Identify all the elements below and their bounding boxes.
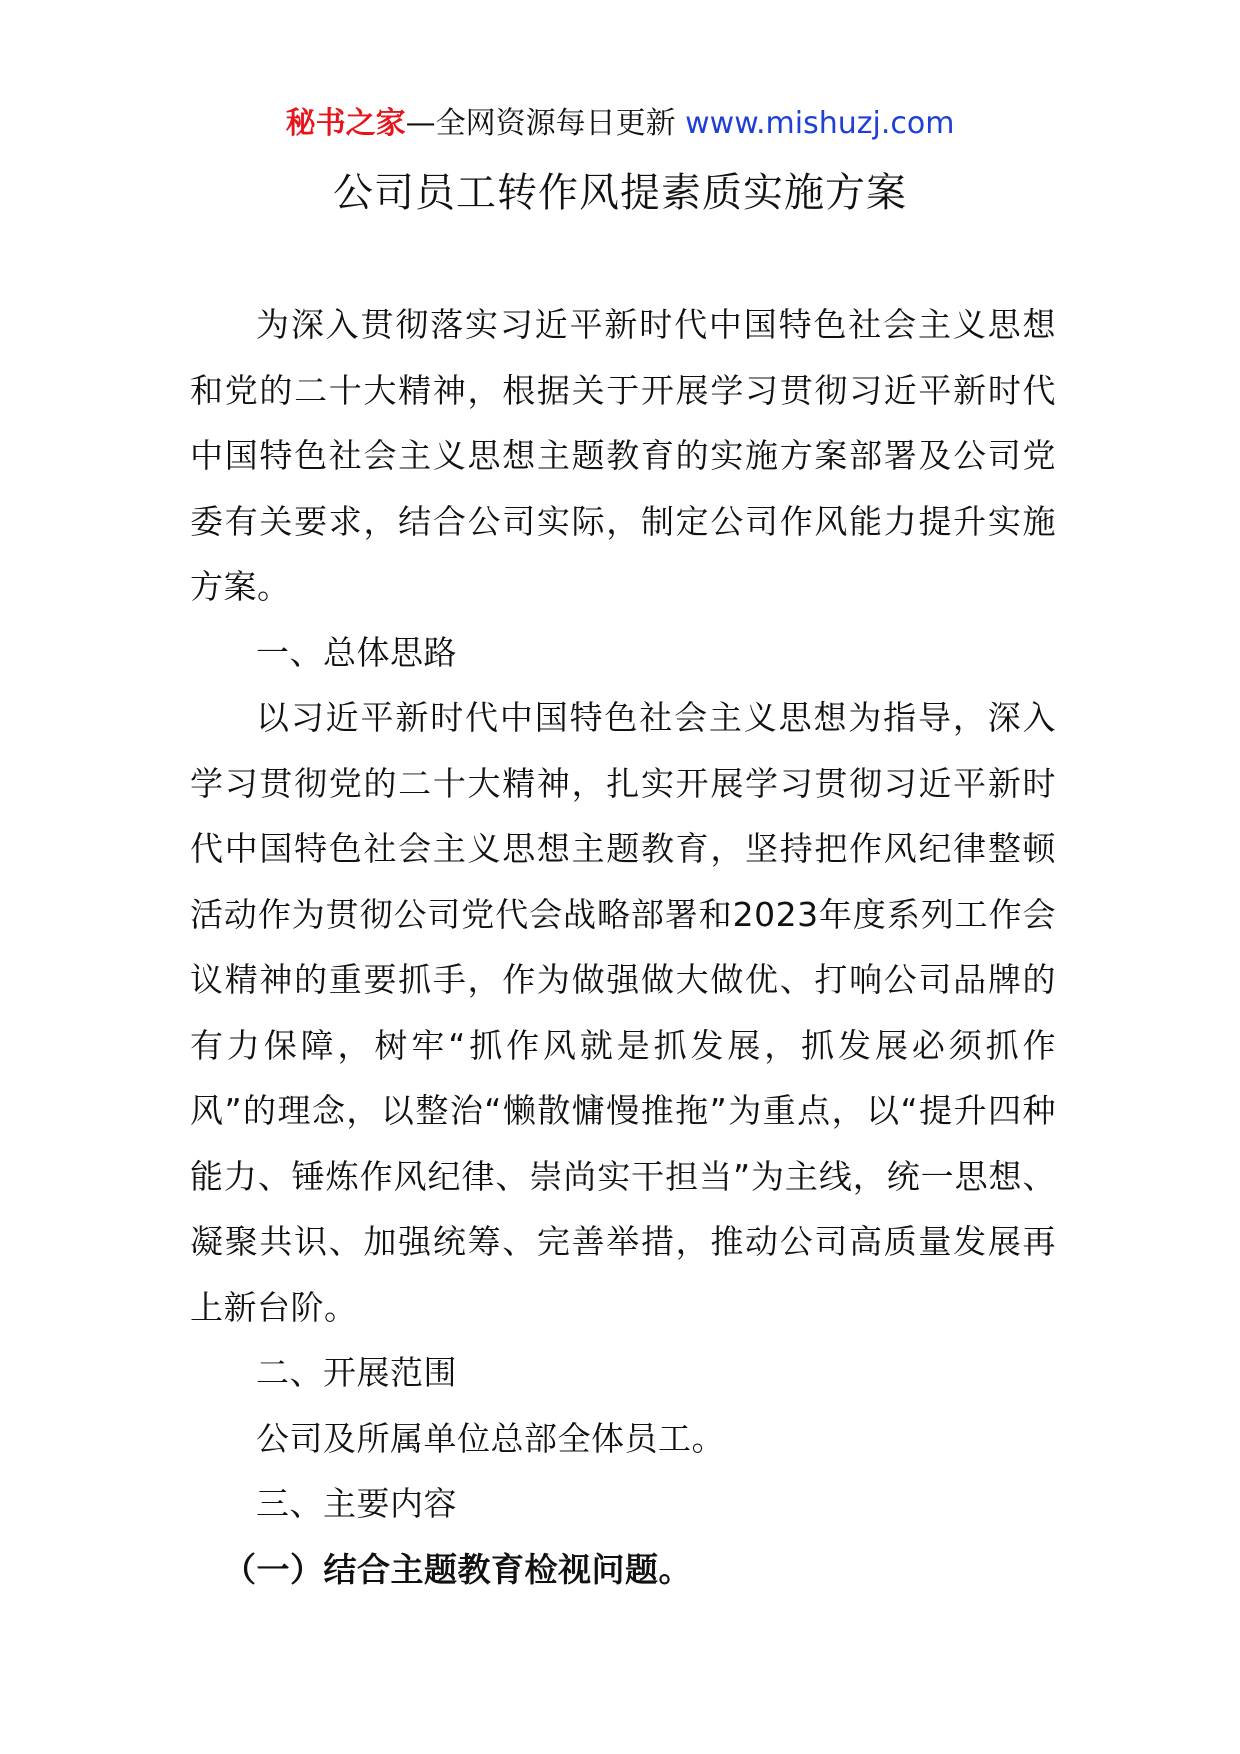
overall-approach-paragraph: 以习近平新时代中国特色社会主义思想为指导，深入学习贯彻党的二十大精神，扎实开展学习贯彻习近平新时代中国特色社会主义思想主题教育，坚持把作风纪律整顿活动作为贯彻公司党代会战略部署和2023年度系列工作会议精神的重要抓手，作为做强做大做优、打响公司品牌的有力保障，树牢“抓作风就是抓发展，抓发展必须抓作风”的理念，以整治“懒散慵慢推拖”为重点，以“提升四种能力、锤炼作风纪律、崇尚实干担当”为主线，统一思想、凝聚共识、加强统筹、完善举措，推动公司高质量发展再上新台阶。 bbox=[190, 698, 1056, 1327]
scope-paragraph: 公司及所属单位总部全体员工。 bbox=[256, 1418, 725, 1458]
site-header bbox=[0, 102, 1240, 146]
document-body bbox=[190, 292, 1056, 1602]
header-tagline: —全网资源每日更新 bbox=[405, 106, 686, 141]
site-url[interactable]: www.mishuzj.com bbox=[685, 106, 955, 141]
intro-paragraph: 为深入贯彻落实习近平新时代中国特色社会主义思想和党的二十大精神，根据关于开展学习贯彻习近平新时代中国特色社会主义思想主题教育的实施方案部署及公司党委有关要求，结合公司实际，制定公司作风能力提升实施方案。 bbox=[190, 305, 1056, 606]
section-heading-overall-approach: 一、总体思路 bbox=[256, 632, 457, 672]
subsection-heading-1: （一）结合主题教育检视问题。 bbox=[223, 1549, 692, 1589]
document-title: 公司员工转作风提素质实施方案 bbox=[333, 170, 907, 216]
section-heading-scope: 二、开展范围 bbox=[256, 1353, 457, 1392]
section-heading-main-content: 三、主要内容 bbox=[256, 1484, 457, 1523]
brand-name: 秘书之家 bbox=[285, 106, 406, 141]
